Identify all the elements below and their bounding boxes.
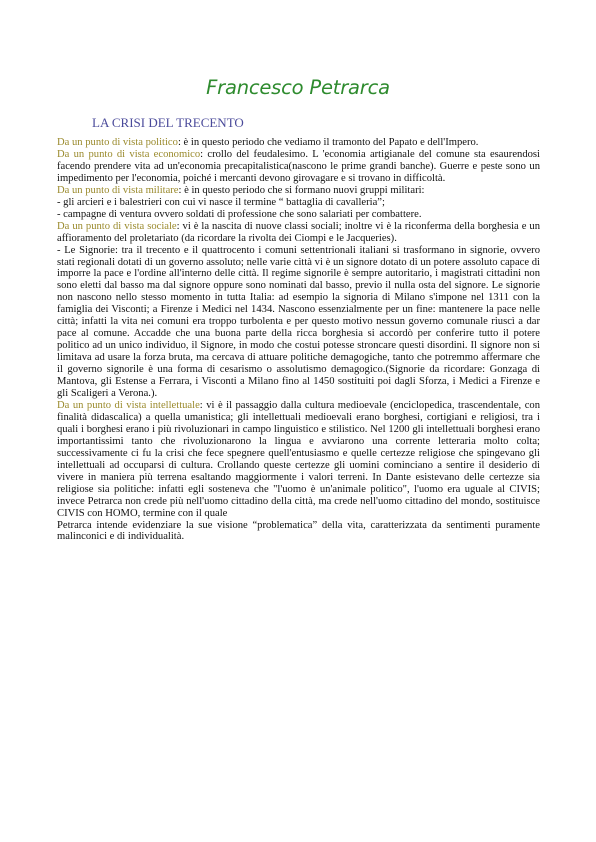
paragraph-label: Da un punto di vista militare xyxy=(57,184,179,196)
paragraph-text: : crollo del feudalesimo. L 'economia artigianale del comune sta esaurendosi facendo prendere vita ad un'economia precapitalistica(nascono le prime grandi banche). Guerre e peste sono un impedimento per l'economia, poiché i mercanti devono girovagare e si trovano in difficoltà. xyxy=(57,148,540,184)
paragraph-petrarca xyxy=(57,520,540,544)
paragraph-label: Da un punto di vista politico xyxy=(57,137,178,148)
paragraph-sociale xyxy=(57,221,540,245)
paragraph-label: Da un punto di vista sociale xyxy=(57,220,177,232)
document-body xyxy=(57,137,540,543)
paragraph-militare xyxy=(57,185,540,197)
paragraph-label: Da un punto di vista intellettuale xyxy=(57,399,200,411)
paragraph-text: : è in questo periodo che vediamo il tramonto del Papato e dell'Impero. xyxy=(177,137,479,148)
paragraph-text: - Le Signorie: tra il trecento e il quattrocento i comuni settentrionali italiani si trasformano in signorie, ovvero stati regionali dotati di un governo assoluto; nelle varie città vi è un signore dotato di un potere assoluto capace di imporre la pace e l'ordine all'interno delle città. Il regime signorile è sempre autoritario, i magistrati cittadini non sono eletti dal basso ma dal signore oppure sono nominati dal basso, previo il nulla osta del signore. Le signorie non nascono nello stesso momento in tutta Italia: ad esempio la signoria di Milano s'impone nel 1311 con la famiglia dei Visconti; a Firenze i Medici nel 1434. Nascono essenzialmente per un fine: mantenere la pace nelle città; infatti la vita nei comuni era troppo turbolenta e per questo motivo nessun governo comunale riuscì a dar pace al comune. Accadde che una buona parte della ricca borghesia si accordò per conferire tutto il potere politico ad un unico individuo, il Signore, in modo che costui potesse stroncare questi disordini. Il signore non si limitava ad usare la forza bruta, ma cercava di attuare politiche demagogiche, tanto che potremmo affermare che il governo signorile è una forma di cesarismo o assolutismo demagogico.(Signorie da ricordare: Gonzaga di Mantova, gli Estense a Ferrara, i Visconti a Milano fino al 1450 sostituiti poi dagli Sforza, i Medici a Firenze e gli Scaligeri a Verona.). xyxy=(57,244,540,400)
document-title: Francesco Petrarca xyxy=(206,76,390,99)
list-item-arcieri xyxy=(57,197,540,209)
paragraph-text: : vi è la nascita di nuove classi sociali; inoltre vi è la riconferma della borghesia e un affioramento del proletariato (da ricordare la rivolta dei Ciompi e le Jacqueries). xyxy=(57,220,540,244)
paragraph-text: - gli arcieri e i balestrieri con cui vi nasce il termine “ battaglia di cavalleria”; xyxy=(57,196,385,208)
paragraph-intellettuale xyxy=(57,400,540,520)
list-item-ventura xyxy=(57,209,540,221)
paragraph-text: : è in questo periodo che si formano nuovi gruppi militari: xyxy=(178,184,425,196)
paragraph-politico xyxy=(57,137,540,149)
paragraph-label: Da un punto di vista economico xyxy=(57,148,201,160)
paragraph-text: - campagne di ventura ovvero soldati di professione che sono salariati per combattere. xyxy=(57,208,422,220)
paragraph-text: Petrarca intende evidenziare la sue visione “problematica” della vita, caratterizzata da sentimenti puramente malinconici e di individualità. xyxy=(57,519,540,543)
paragraph-text: : vi è il passaggio dalla cultura medioevale (enciclopedica, trascendentale, con finalità didascalica) a quella umanistica; gli intellettuali medioevali erano borghesi, cortigiani e religiosi, tra i quali i borghesi erano i più rivoluzionari in campo linguistico e stilistico. Nel 1200 gli intellettuali borghesi erano importantissimi tanto che rivoluzionarono la lingua e avviarono una corrente letteraria molto colta; successivamente ci fu la crisi che fece spegnere quell'entusiasmo e quelle certezze religiose che spingevano gli intellettuali ad occuparsi di cultura. Crollando queste certezze gli uomini cominciano a sentire il desiderio di vivere in maniera più terrena esaltando maggiormente i valori terreni. In Dante esistevano delle certezze sia religiose sia politiche: infatti egli sosteneva che "l'uomo è un'animale politico", l'uomo era uguale al CIVIS; invece Petrarca non crede più nell'uomo cittadino della città, ma crede nell'uomo cittadino del mondo, sostituisce CIVIS con HOMO, termine con il quale xyxy=(57,399,540,519)
paragraph-economico xyxy=(57,149,540,185)
paragraph-signorie xyxy=(57,245,540,400)
section-heading: LA CRISI DEL TRECENTO xyxy=(92,115,244,130)
